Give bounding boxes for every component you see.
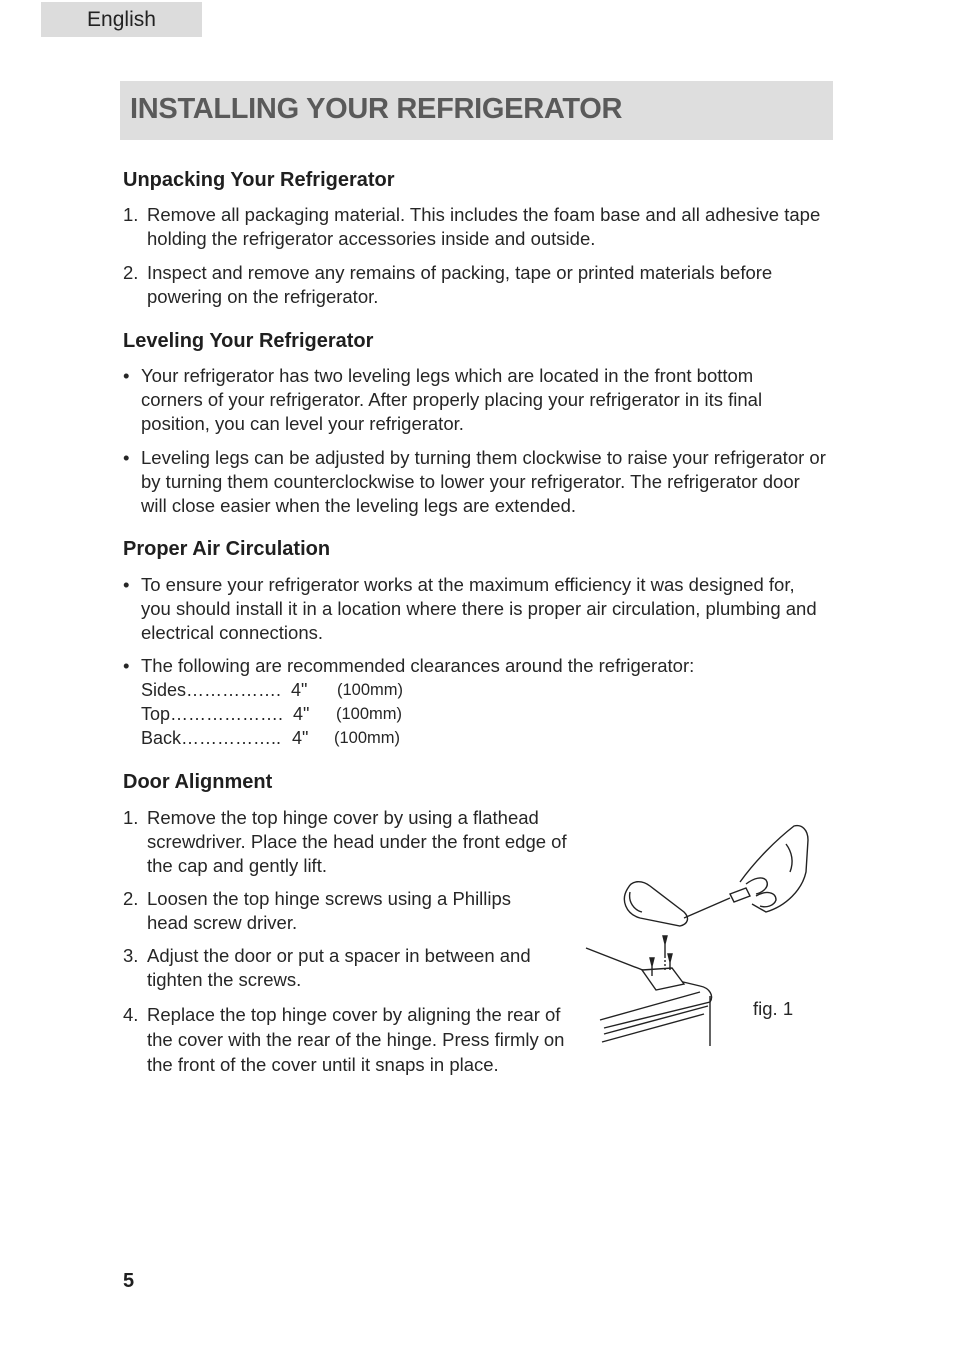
language-tab: English [41, 2, 202, 37]
heading-door-alignment: Door Alignment [123, 771, 273, 793]
bullet: • [123, 447, 130, 468]
figure-label: fig. 1 [753, 998, 794, 1019]
item-number: 3. [123, 945, 139, 966]
screwdriver-icon [684, 888, 750, 918]
bullet: • [123, 365, 130, 386]
clearance-sides [141, 680, 404, 701]
bullet: • [123, 655, 130, 676]
item-text: The following are recommended clearances around the refrigerator: [141, 655, 695, 676]
item-text: Remove all packaging material. This includes the foam base and all adhesive tape holding the refrigerator accessories inside and outside. [147, 204, 821, 249]
item-text: Replace the top hinge cover by aligning the rear of the cover with the rear of the hinge. Press firmly on the front of the cover until it snaps in place. [147, 1004, 565, 1075]
heading-unpacking: Unpacking Your Refrigerator [123, 169, 395, 191]
list-item [123, 944, 568, 992]
item-text: Loosen the top hinge screws using a Phillips head screw driver. [147, 888, 512, 933]
clearance-top [141, 704, 403, 725]
item-text: Adjust the door or put a spacer in between and tighten the screws. [147, 945, 531, 990]
clearance-value: 4" [291, 680, 308, 700]
clearance-label: Sides……………. [141, 680, 282, 700]
hand-icon [740, 826, 808, 912]
item-number: 4. [123, 1004, 139, 1025]
page-title: INSTALLING YOUR REFRIGERATOR [130, 93, 623, 125]
item-number: 1. [123, 204, 139, 225]
list-item [123, 806, 575, 878]
clearance-back [141, 728, 401, 749]
list-item [123, 364, 803, 436]
list-item [123, 203, 823, 251]
heading-air-circulation: Proper Air Circulation [123, 538, 331, 560]
item-number: 1. [123, 807, 139, 828]
bullet: • [123, 574, 130, 595]
refrigerator-corner-icon [586, 948, 712, 1046]
item-text: Inspect and remove any remains of packing, tape or printed materials before powering on the refrigerator. [147, 262, 773, 307]
item-text: To ensure your refrigerator works at the maximum efficiency it was designed for, you should install it in a location where there is proper air circulation, plumbing and electrical connections. [141, 574, 817, 643]
title-bar [120, 81, 833, 140]
clearance-label: Top………………. [141, 704, 284, 724]
list-item [123, 654, 823, 678]
clearance-metric: (100mm) [334, 729, 401, 747]
list-item [123, 446, 828, 518]
list-item [123, 573, 823, 645]
item-text: Leveling legs can be adjusted by turning them clockwise to raise your refrigerator or by turning them counterclockwise to lower your refrigerator. The refrigerator door will close easier when the leveling legs are extended. [141, 447, 826, 516]
list-item [123, 261, 823, 309]
item-text: Remove the top hinge cover by using a flathead screwdriver. Place the head under the front edge of the cap and gently lift. [147, 807, 567, 876]
item-number: 2. [123, 262, 139, 283]
clearance-metric: (100mm) [336, 705, 403, 723]
heading-leveling: Leveling Your Refrigerator [123, 330, 374, 352]
list-item [123, 887, 553, 935]
clearance-label: Back…………….. [141, 728, 282, 748]
page-number: 5 [123, 1270, 135, 1292]
clearance-value: 4" [292, 728, 309, 748]
hinge-cover-icon [624, 882, 687, 926]
item-text: Your refrigerator has two leveling legs which are located in the front bottom corners of your refrigerator. After properly placing your refrigerator in its final position, you can level your refrigerator. [141, 365, 763, 434]
list-item [123, 1002, 575, 1077]
item-number: 2. [123, 888, 139, 909]
clearance-metric: (100mm) [337, 681, 404, 699]
clearance-value: 4" [293, 704, 310, 724]
